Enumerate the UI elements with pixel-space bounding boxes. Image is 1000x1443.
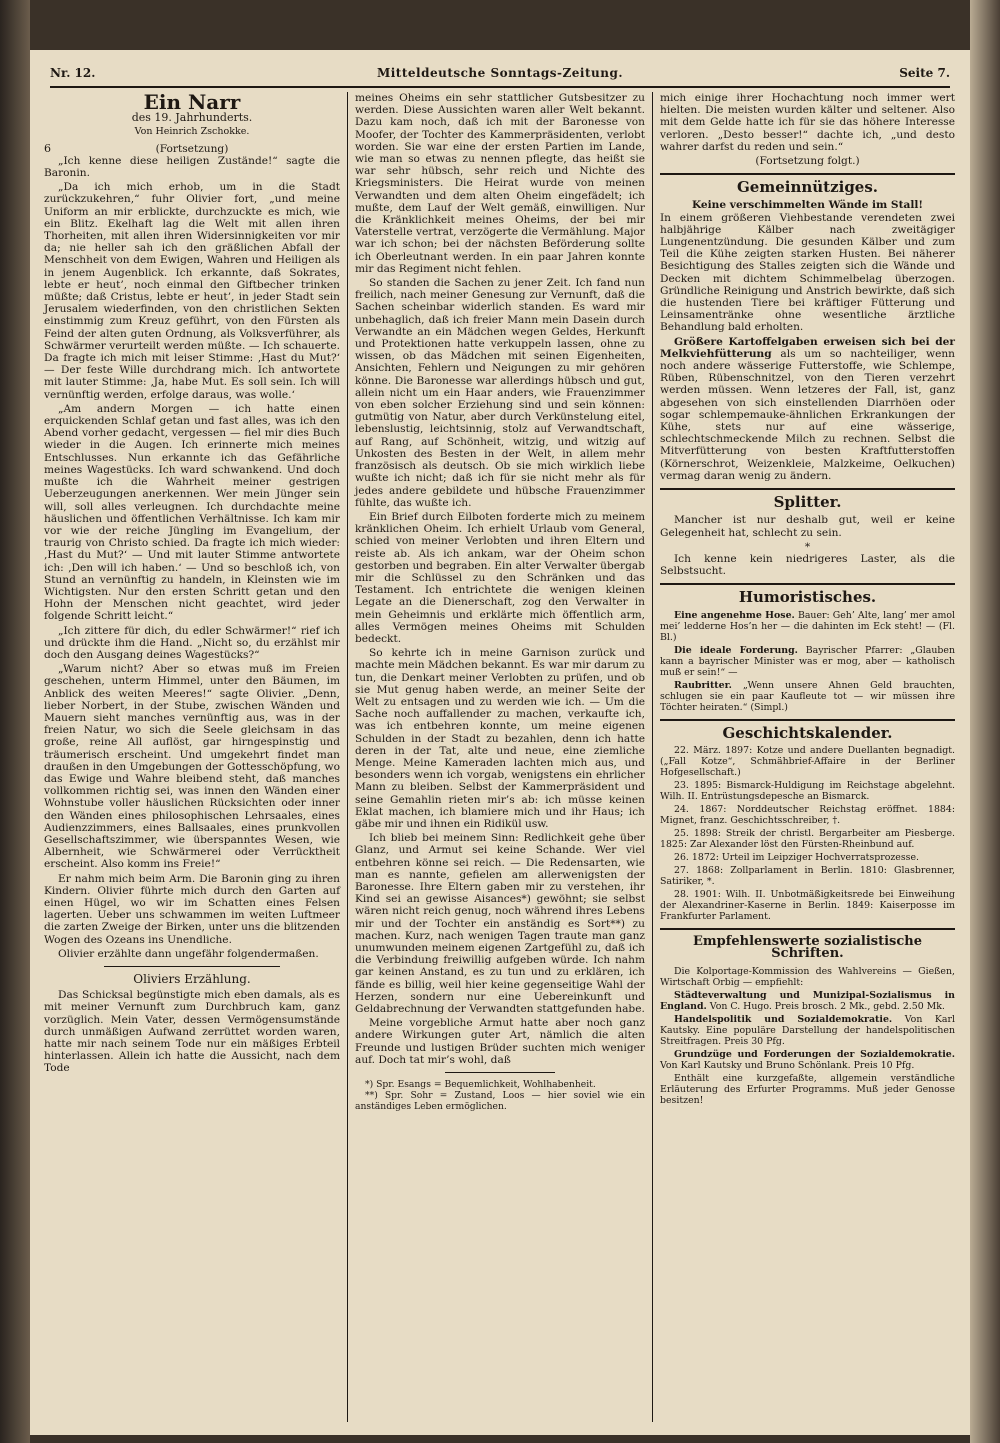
story-subtitle: des 19. Jahrhunderts. xyxy=(131,111,253,125)
aphorism: Ich kenne kein niedrigeres Laster, als die Selbstsucht. xyxy=(660,552,955,578)
paragraph: Ein Brief durch Eilboten forderte mich zu meinem kränklichen Oheim. Ich erhielt Urlaub vom General, schied von meiner Verlobten und ihren Eltern und reiste ab. Als ich ankam, war der Oheim schon gestorben und begraben. Ein alter Verwalter übergab mir die Schlüssel zu den Schränken und das Testament. Ich entrichtete die wenigen kleinen Legate an die Dienerschaft, zog den Verwalter in mein Geheimnis und erklärte mich öffentlich arm, alles Vermögen meines Oheims mit Schulden bedeckt. xyxy=(355,510,645,645)
divider xyxy=(660,488,955,490)
paragraph: So standen die Sachen zu jener Zeit. Ich fand nun freilich, nach meiner Genesung zur Vernunft, daß die Sachen scheinbar widerlich standen. Es ward mir unbehaglich, daß ich freier Mann mein Dasein durch Verwandte an ein Mädchen wegen Geldes, Herkunft und Protektionen hatte verkuppeln lassen, ohne zu wissen, ob das Mädchen mit seinen Eigenheiten, Ansichten, Fehlern und Neigungen zu mir gehören könne. Die Baronesse war allerdings hübsch und gut, allein nicht um ein Haar anders, wie Frauenzimmer von eben solcher Erziehung sind und sein können: gutmütig von Natur, aber durch Verkünstelung eitel, lebenslustig, leichtsinnig, stolz auf Verwandtschaft, auf Rang, auf Schönheit, witzig, und witzig auf Unkosten des Besten in der Welt, in allem mehr französisch als deutsch. Ob sie mich wirklich liebe wußte ich nicht; daß ich für sie nicht mehr als für jedes andere gebildete und hübsche Frauenzimmer fühlte, das wußte ich. xyxy=(355,277,645,509)
separator-star: * xyxy=(804,540,811,553)
calendar-entry: 26. 1872: Urteil im Leipziger Hochverratsprozesse. xyxy=(674,851,919,863)
paragraph: Olivier erzählte dann ungefähr folgendermaßen. xyxy=(58,947,319,960)
book-info: Von C. Hugo. Preis brosch. 2 Mk., gebd. 2.50 Mk. xyxy=(709,1001,945,1013)
joke-title: Eine angenehme Hose. xyxy=(674,609,795,621)
paragraph: meines Oheims ein sehr stattlicher Gutsbesitzer zu werden. Diese Aussichten waren aller Welt bekannt. Dazu kam noch, daß ich mit der Baronesse von Moofer, der Tochter des Kammerpräsidenten, verlobt worden. Sie war eine der ersten Partien im Lande, wie man so etwas zu nennen pflegte, das heißt sie war sehr hübsch, sehr reich und Nichte des Kriegsministers. Die Heirat wurde von meinen Verwandten und dem alten Oheim eingefädelt; ich mußte, dem Lauf der Welt gemäß, einwilligen. Nur die Kränklichkeit meines Oheims, der bei mir Vaterstelle vertrat, verzögerte die Vermählung. Major war ich schon; bei der nächsten Beförderung sollte ich Oberleutnant werden. In ein paar Jahren konnte mir das Regiment nicht fehlen. xyxy=(355,92,645,275)
paragraph: Das Schicksal begünstigte mich eben damals, als es mit meiner Vernunft zum Durchbruch kam, ganz vorzüglich. Mein Vater, dessen Vermögensumstände durch unmäßigen Aufwand zerrüttet worden waren, hatte mir nach seinem Tode nur ein mäßiges Erbteil hinterlassen. Allein ich hatte die Aussicht, nach dem Tode xyxy=(44,989,340,1075)
section-title-humoristisches: Humoristisches. xyxy=(738,588,877,607)
paragraph: „Ich kenne diese heiligen Zustände!“ sagte die Baronin. xyxy=(44,154,340,180)
column-2 xyxy=(355,92,645,1112)
page-header xyxy=(50,64,950,88)
newspaper-page xyxy=(30,50,970,1435)
column-rule xyxy=(347,92,348,1422)
calendar-entry: 24. 1867: Norddeutscher Reichstag eröffnet. 1884: Mignet, franz. Geschichtsschreiber, †. xyxy=(660,803,955,826)
calendar-entry: 28. 1901: Wilh. II. Unbotmäßigkeitsrede bei Einweihung der Alexandriner-Kaserne in Berlin. 1849: Kaiserposse im Frankfurter Parlament. xyxy=(660,888,955,922)
intro-text: Die Kolportage-Kommission des Wahlvereins — Gießen, Wirtschaft Orbig — empfiehlt: xyxy=(660,966,955,989)
book-spine xyxy=(0,0,30,1443)
joke-text: Bayrischer Pfarrer: „Glauben kann a bayrischer Minister was er mog, aber — katholisch muß er sein!“ — xyxy=(660,644,955,678)
paragraph: Meine vorgebliche Armut hatte aber noch ganz andere Wirkungen guter Art, nämlich die alten Freunde und lustigen Brüder suchten mich weniger auf. Doch tat mir’s wohl, daß xyxy=(355,1017,645,1066)
continued-label: (Fortsetzung) xyxy=(155,142,229,155)
paragraph: „Da ich mich erhob, um in die Stadt zurückzukehren,“ fuhr Olivier fort, „und meine Uniform an mir erblickte, durchzuckte es mich, wie ein Blitz. Ekelhaft lag die Welt mit allen ihren Thorheiten, mit allen ihren Widersinnigkeiten vor mir da; nie heller sah ich den gräßlichen Abfall der Menschheit von dem Ewigen, Wahren und Heiligen als in jenem Augenblick. Ich erkannte, daß Sokrates, lebte er heut’, noch einmal den Giftbecher trinken müßte; daß Cristus, lebte er heut’, in jeder Stadt sein Jerusalem wiederfinden, von den christlichen Sekten einstimmig zum Kreuz geführt, von den Fürsten als Feind der alten guten Ordnung, als Volksverführer, als Schwärmer verurteilt werden müßte. — Ich schauerte. Da fragte ich mich mit leiser Stimme: ‚Hast du Mut?‘ — Der feste Wille durchdrang mich. Ich antwortete mit lauter Stimme: ‚Ja, habe Mut. Es soll sein. Ich will vernünftig werden, erfolge daraus, was wolle.‘ xyxy=(44,181,340,401)
divider xyxy=(660,719,955,721)
paragraph: als um so nachteiliger, wenn noch andere wässerige Futterstoffe, wie Schlempe, Rüben, Rübenschnitzel, von den Tieren verzehrt werden müssen. Wenn letzeres der Fall, ist, ganz abgesehen von sich einstellenden Diarrhöen oder sogar schlempemauke-ähnlichen Erkrankungen der Kühe, stets nur auf eine wässerige, schlechtschmeckende Milch zu rechnen. Selbst die Mitverfütterung von besten Kraftfutterstoffen (Körnerschrot, Weizenkleie, Malzkeime, Oelkuchen) vermag daran wenig zu ändern. xyxy=(660,347,955,482)
footnote-divider xyxy=(445,1072,555,1073)
subheading: Keine verschimmelten Wände im Stall! xyxy=(691,199,924,212)
divider xyxy=(104,966,280,967)
calendar-entry: 22. März. 1897: Kotze und andere Duellanten begnadigt. („Fall Kotze“, Schmähbrief-Affaire in der Berliner Hofgesellschaft.) xyxy=(660,744,955,778)
column-3 xyxy=(660,92,955,1108)
subheading: Größere Kartoffelgaben erweisen sich bei der Melkviehfütterung xyxy=(660,335,955,360)
installment-line xyxy=(44,143,340,155)
calendar-entry: 25. 1898: Streik der christl. Bergarbeiter am Piesberge. 1825: Zar Alexander löst den Fürsten-Rheinbund auf. xyxy=(660,827,955,850)
joke-text: Bauer: Geh’ Alte, lang’ mer amol mei’ ledderne Hos’n her — die dahinten im Eck steht! — (Fl. Bl.) xyxy=(660,609,956,643)
paragraph: Ich blieb bei meinem Sinn: Redlichkeit gehe über Glanz, und Armut sei keine Schande. Wer viel entbehren könne sei reich. — Die Redensarten, wie man es nannte, gefielen am allerwenigsten der Baronesse. Ihre Eltern gaben mir zu verstehen, ihr Kind sei an gewisse Aisances*) gewöhnt; sie selbst wären nicht reich genug, noch während ihres Lebens mir und der Tochter ein anständig es Sort**) zu machen. Kurz, nach wenigen Tagen traute man ganz unumwunden meinem eigenen Zartgefühl zu, daß ich die Verbindung freiwillig aufgeben würde. Ich nahm gar keinen Anstand, es zu tun und zu erklären, ich fände es billig, weil hier keine gegenseitige Wahl der Herzen, sondern nur eine Uebereinkunft und Geldabrechnung der Verwandten stattgefunden habe. xyxy=(355,832,645,1016)
joke-text: „Wenn unsere Ahnen Geld brauchten, schlugen sie ein paar Kaufleute tot — wir müssen ihre Töchter heiraten.“ (Simpl.) xyxy=(660,679,955,713)
divider xyxy=(660,173,955,175)
footnote: **) Spr. Sohr = Zustand, Loos — hier soviel wie ein anständiges Leben ermöglichen. xyxy=(355,1090,645,1113)
paragraph: So kehrte ich in meine Garnison zurück und machte mein Mädchen bekannt. Es war mir darum zu tun, die Denkart meiner Verlobten zu prüfen, und ob sie Mut genug haben werde, an meiner Seite der Welt zu entsagen und zu werden wie ich. — Um die Sache noch auffallender zu machen, verkaufte ich, was ich entbehren konnte, um meine eigenen Schulden in der Stadt zu bezahlen, denn ich hatte deren in der Tat, alte und neue, eine ziemliche Menge. Meine Kameraden lachten mich aus, und besonders wenn ich vorgab, wenigstens ein ehrlicher Mann zu bleiben. Selbst der Kammerpräsident und seine Gemahlin rieten mir’s ab: ich müsse keinen Eklat machen, ich blamiere mich und ihr Haus; ich gäbe mir und ihnen ein Ridikül usw. xyxy=(355,647,645,830)
page-number: Seite 7. xyxy=(899,66,950,80)
section-title-schriften: Empfehlenswerte sozialistische Schriften. xyxy=(693,933,922,961)
footnote: *) Spr. Esangs = Bequemlichkeit, Wohlhabenheit. xyxy=(365,1079,596,1091)
installment-number: 6 xyxy=(44,141,51,155)
section-title-gemeinnuetziges: Gemeinnütziges. xyxy=(736,178,879,197)
continued-label: (Fortsetzung folgt.) xyxy=(755,155,860,168)
paragraph: mich einige ihrer Hochachtung noch immer wert hielten. Die meisten wurden kälter und seltener. Also mit dem Gelde hatte ich für sie das höhere Interesse verloren. „Desto besser!“ dachte ich, „und desto wahrer darfst du reden und sein.“ xyxy=(660,92,955,153)
paragraph: In einem größeren Viehbestande verendeten zwei halbjährige Kälber nach zweitägiger Lungenentzündung. Die gesunden Kälber und zum Teil die Kühe zeigten starken Husten. Bei näherer Besichtigung des Stalles zeigten sich die Wände und Decken mit dichtem Schimmelbelag überzogen. Gründliche Reinigung und Anstrich bewirkte, daß sich die hustenden Tiere bei kräftiger Fütterung und Leinsamentränke ohne wesentliche ärztliche Behandlung bald erholten. xyxy=(660,211,955,334)
section-heading: Oliviers Erzählung. xyxy=(133,972,251,987)
paragraph: „Ich zittere für dich, du edler Schwärmer!“ rief ich und drückte ihm die Hand. „Nicht so, du erzählst mir doch den Ausgang deines Wagestücks?“ xyxy=(44,624,340,661)
aphorism: Mancher ist nur deshalb gut, weil er keine Gelegenheit hat, schlecht zu sein. xyxy=(660,514,955,539)
column-rule xyxy=(652,92,653,1422)
book-title: Grundzüge und Forderungen der Sozialdemokratie. xyxy=(674,1049,955,1061)
page-edge xyxy=(970,0,1000,1443)
divider xyxy=(660,928,955,930)
book-info: Von Karl Kautsky. Eine populäre Darstellung der handelspolitischen Streitfragen. Preis 30 Pfg. xyxy=(660,1014,955,1048)
story-title: Ein Narr xyxy=(143,90,241,114)
newspaper-title: Mitteldeutsche Sonntags-Zeitung. xyxy=(376,66,624,80)
issue-number: Nr. 12. xyxy=(50,66,96,80)
calendar-entry: 23. 1895: Bismarck-Huldigung im Reichstage abgelehnt. Wilh. II. Entrüstungsdepesche an Bismarck. xyxy=(660,779,955,802)
divider xyxy=(660,583,955,585)
calendar-entry: 27. 1868: Zollparlament in Berlin. 1810: Glasbrenner, Satiriker, *. xyxy=(660,864,955,887)
story-author: Von Heinrich Zschokke. xyxy=(134,126,250,138)
section-title-geschichtskalender: Geschichtskalender. xyxy=(722,723,893,742)
book-note: Enthält eine kurzgefaßte, allgemein verständliche Erläuterung des Erfurter Programms. Muß jeder Genosse besitzen! xyxy=(660,1073,955,1107)
column-1 xyxy=(44,92,340,1077)
section-title-splitter: Splitter. xyxy=(773,493,842,512)
book-title: Städteverwaltung und Munizipal-Sozialismus in England. xyxy=(660,990,955,1013)
book-title: Handelspolitik und Sozialdemokratie. xyxy=(674,1014,893,1026)
paragraph: „Am andern Morgen — ich hatte einen erquickenden Schlaf getan und fast alles, was ich den Abend vorher gedacht, vergessen — fiel mir dies Buch wieder in die Augen. Ich erinnerte mich meines Entschlusses. Nun erkannte ich das Gefährliche meines Wagestücks. Ich ward schwankend. Und doch mußte ich die Wahrheit meiner gestrigen Ueberzeugungen anerkennen. Wer mein Jünger sein will, soll alles verleugnen. Ich durchdachte meine häuslichen und öffentlichen Verhältnisse. Ich kam mir vor wie der reiche Jüngling im Evangelium, der traurig von Christo schied. Da fragte ich mich wieder: ‚Hast du Mut?‘ — Und mit lauter Stimme antwortete ich: ‚Den will ich haben.‘ — Und so beschloß ich, von Stund an vernünftig zu handeln, in Kleinsten wie im Wichtigsten. Nur den ersten Schritt getan und den Hohn der Menschen nicht geachtet, wird jeder folgende Schritt leicht.“ xyxy=(44,402,340,623)
book-info: Von Karl Kautsky und Bruno Schönlank. Preis 10 Pfg. xyxy=(660,1060,915,1072)
paragraph: „Warum nicht? Aber so etwas muß im Freien geschehen, unterm Himmel, unter den Bäumen, im Anblick des weiten Meeres!“ sagte Olivier. „Denn, lieber Norbert, in der Stube, zwischen Wänden und Mauern sieht manches vernünftig aus, was in der freien Natur, wo sich die Seele gleichsam in das große, reine All auflöst, gar hirngespinstig und träumerisch erscheint. Und umgekehrt findet man draußen in den Umgebungen der Gottesschöpfung, wo das Ewige und Wahre bleibend steht, daß manches vollkommen richtig sei, was innen den Wänden einer Wohnstube voller häuslichen Rücksichten oder inner den Wänden eines philosophischen Lehrsaales, eines Audienzzimmers, eines Ballsaales, eines prunkvollen Gesellschaftszimmer, wie überspanntes Wesen, wie Albernheit, wie Schwärmerei oder Verrücktheit erscheint. Also komm ins Freie!“ xyxy=(44,663,340,871)
joke-title: Raubritter. xyxy=(674,679,732,691)
joke-title: Die ideale Forderung. xyxy=(674,644,798,656)
paragraph: Er nahm mich beim Arm. Die Baronin ging zu ihren Kindern. Olivier führte mich durch den Garten auf einen Hügel, wo wir im Schatten eines Felsen lagerten. Ueber uns schwammen im weiten Luftmeer die zarten Zweige der Birken, unter uns die blitzenden Wogen des Ozeans ins Unendliche. xyxy=(44,872,340,946)
